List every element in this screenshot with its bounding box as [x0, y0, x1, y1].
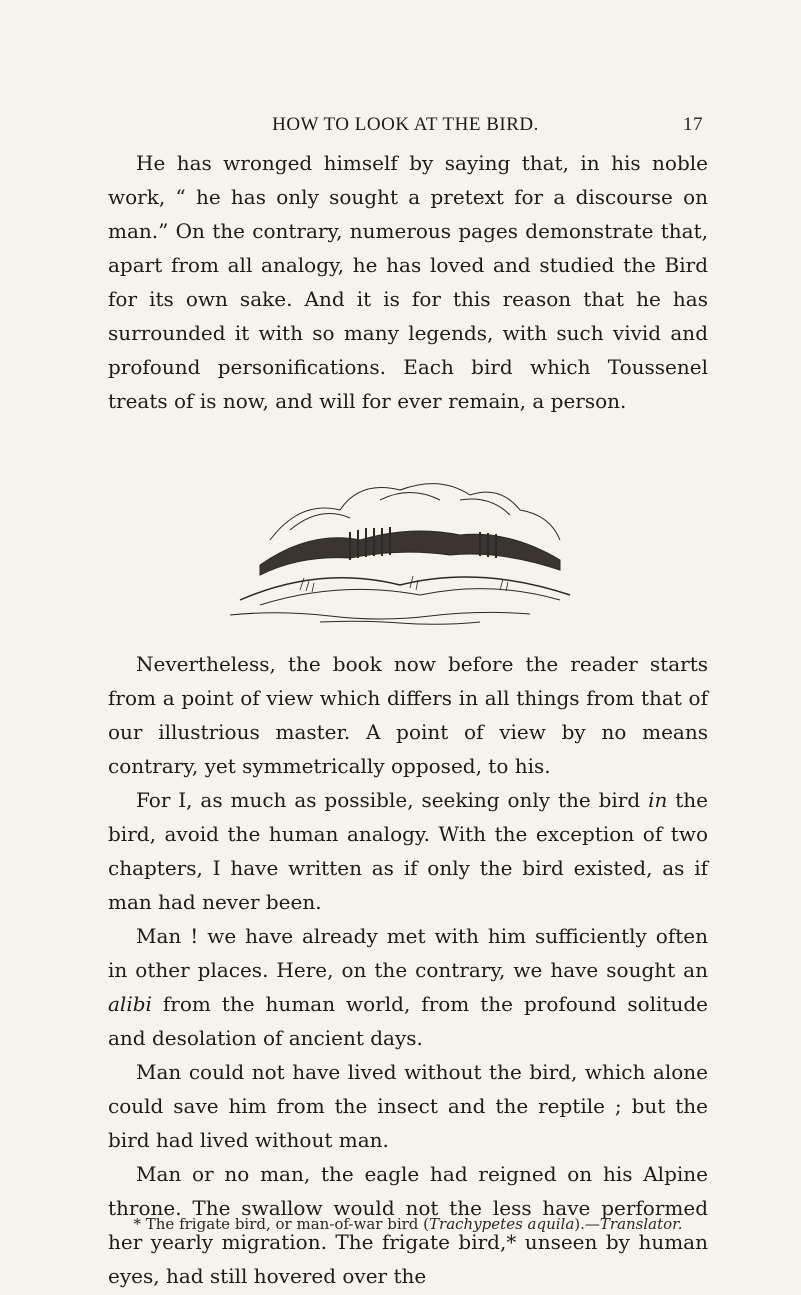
- paragraph: Nevertheless, the book now before the reader starts from a point of view which differs in all things from that of our illustrious master. A point of view by no means contrary, yet symmetrically opposed, to his.: [108, 652, 708, 778]
- paragraph: Man or no man, the eagle had reigned on his Alpine throne. The swallow would not the less have performed her yearly migration. The frigate bird,* unseen by human eyes, had still hovered over the: [108, 1162, 708, 1288]
- italic-word: alibi: [108, 992, 152, 1016]
- species-name: Trachypetes aquila: [429, 1215, 575, 1233]
- paragraph: Man could not have lived without the bird, which alone could save him from the insect and the reptile ; but the bird had lived without man.: [108, 1060, 708, 1152]
- running-header: [108, 114, 703, 144]
- paragraph: Man ! we have already met with him sufficiently often in other places. Here, on the contrary, we have sought an alibi from the human world, from the profound solitude and desolation of ancient days.: [108, 924, 708, 1050]
- paragraph: He has wronged himself by saying that, in his noble work, “ he has only sought a pretext for a discourse on man.” On the contrary, numerous pages demonstrate that, apart from all analogy, he has loved and studied the Bird for its own sake. And it is for this reason that he has surrounded it with so many legends, with such vivid and profound personifications. Each bird which Toussenel treats of is now, and will for ever remain, a person.: [108, 151, 708, 413]
- text-block-top: [108, 146, 708, 418]
- footnote: * The frigate bird, or man-of-war bird (Trachypetes aquila).—Translator.: [133, 1215, 683, 1233]
- page-number: 17: [683, 114, 703, 135]
- paragraph: For I, as much as possible, seeking only the bird in the bird, avoid the human analogy. With the exception of two chapters, I have written as if only the bird existed, as if man had never been.: [108, 788, 708, 914]
- landscape-vignette-icon: [200, 470, 600, 630]
- italic-word: in: [648, 788, 668, 812]
- header-title: HOW TO LOOK AT THE BIRD.: [272, 114, 539, 135]
- text-block-bottom: [108, 647, 708, 1293]
- translator-credit: Translator.: [599, 1215, 683, 1233]
